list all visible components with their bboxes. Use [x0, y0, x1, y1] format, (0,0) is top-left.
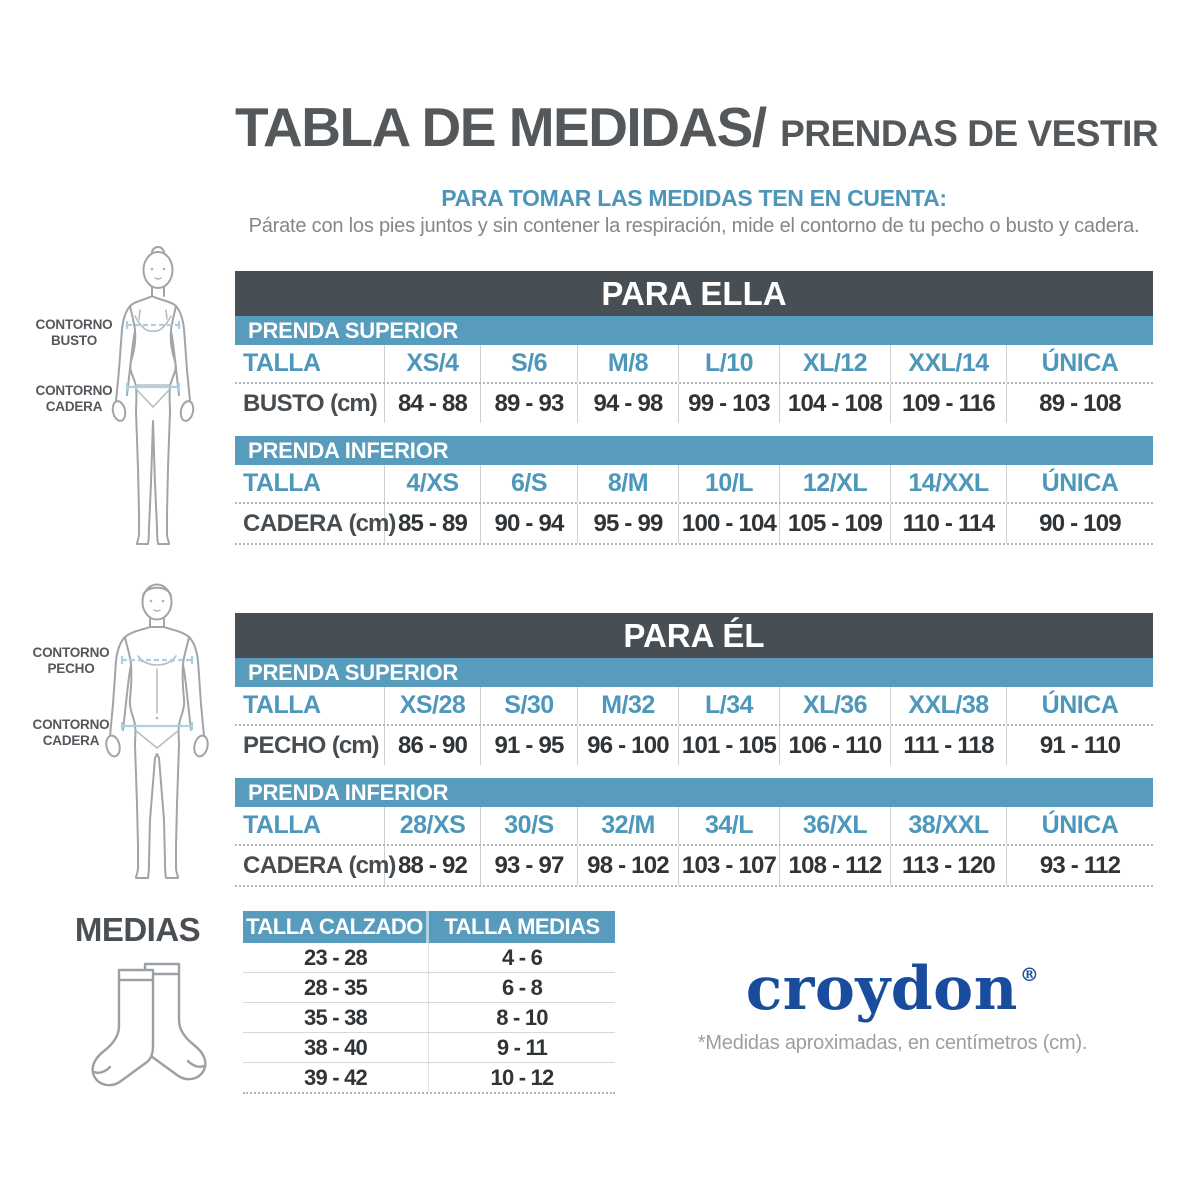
- measure-name: CADERA: [243, 509, 343, 537]
- table-para-el: [235, 613, 1153, 887]
- dotted-divider: [235, 543, 1153, 545]
- contorno-cadera-male-label: CONTORNO CADERA: [32, 717, 110, 749]
- table-para-ella: [235, 271, 1153, 545]
- size-cell: 32/M: [578, 807, 679, 844]
- measure-unit: (cm): [330, 389, 377, 417]
- size-cell: ÚNICA: [1041, 349, 1119, 377]
- para-ella-header: PARA ELLA: [235, 271, 1153, 316]
- croydon-logo: [655, 942, 1130, 1022]
- size-cell: 10/L: [679, 465, 780, 502]
- value-cell: 94 - 98: [578, 384, 679, 423]
- medias-size-table: [243, 911, 615, 1094]
- measure-label: [235, 504, 396, 543]
- value-cell: 10 - 12: [490, 1064, 554, 1090]
- croydon-logo-text: croydon: [745, 954, 1018, 1024]
- size-cell: ÚNICA: [1041, 811, 1119, 839]
- measure-unit: (cm): [348, 509, 396, 537]
- value-cell: 98 - 102: [578, 846, 679, 885]
- value-cell: 39 - 42: [243, 1063, 429, 1092]
- ella-prenda-superior-band: PRENDA SUPERIOR: [235, 316, 1153, 345]
- size-cell: ÚNICA: [1041, 469, 1119, 497]
- table-row: [235, 345, 1153, 382]
- value-cell: 96 - 100: [578, 726, 679, 765]
- para-el-header: PARA ÉL: [235, 613, 1153, 658]
- measure-label: [235, 384, 385, 423]
- value-cell: 93 - 97: [481, 846, 578, 885]
- size-cell: 14/XXL: [891, 465, 1007, 502]
- value-cell: 8 - 10: [496, 1004, 548, 1030]
- size-cell: ÚNICA: [1041, 691, 1119, 719]
- size-cell: XXL/14: [891, 345, 1007, 382]
- main-content: [235, 0, 1159, 887]
- value-cell: 93 - 112: [1039, 851, 1121, 879]
- table-row: [235, 384, 1153, 423]
- value-cell: 113 - 120: [891, 846, 1007, 885]
- size-cell: 28/XS: [385, 807, 481, 844]
- value-cell: 23 - 28: [243, 943, 429, 972]
- table-row: [243, 943, 615, 973]
- value-cell: 86 - 90: [385, 726, 481, 765]
- page-title-sub: PRENDAS DE VESTIR: [780, 113, 1159, 154]
- table-row: [243, 1033, 615, 1063]
- table-row: [235, 504, 1153, 543]
- talla-label: TALLA: [235, 687, 385, 724]
- value-cell: 108 - 112: [780, 846, 891, 885]
- measure-name: BUSTO: [243, 389, 325, 417]
- socks-icon: [85, 952, 235, 1102]
- talla-label: TALLA: [235, 345, 385, 382]
- medias-heading: MEDIAS: [74, 911, 201, 948]
- table-row: [235, 726, 1153, 765]
- value-cell: 106 - 110: [780, 726, 891, 765]
- value-cell: 99 - 103: [679, 384, 780, 423]
- size-cell: XXL/38: [891, 687, 1007, 724]
- value-cell: 109 - 116: [891, 384, 1007, 423]
- measurements-footnote: *Medidas aproximadas, en centímetros (cm).: [697, 1032, 1088, 1054]
- el-prenda-inferior-band: PRENDA INFERIOR: [235, 778, 1153, 807]
- table-row: [235, 807, 1153, 844]
- table-row: [243, 973, 615, 1003]
- el-prenda-superior-band: PRENDA SUPERIOR: [235, 658, 1153, 687]
- value-cell: 104 - 108: [780, 384, 891, 423]
- value-cell: 4 - 6: [501, 944, 543, 970]
- size-cell: L/10: [679, 345, 780, 382]
- value-cell: 35 - 38: [243, 1003, 429, 1032]
- measure-unit: (cm): [331, 731, 379, 759]
- page-title: [235, 96, 1159, 173]
- size-cell: 8/M: [578, 465, 679, 502]
- measuring-instructions: Párate con los pies juntos y sin contener la respiración, mide el contorno de tu pecho o busto y cadera.: [248, 215, 1140, 237]
- value-cell: 88 - 92: [385, 846, 481, 885]
- size-cell: XL/36: [780, 687, 891, 724]
- size-cell: S/6: [481, 345, 578, 382]
- contorno-cadera-female-label: CONTORNO CADERA: [35, 383, 113, 415]
- value-cell: 110 - 114: [891, 504, 1007, 543]
- size-cell: M/8: [578, 345, 679, 382]
- value-cell: 105 - 109: [780, 504, 891, 543]
- value-cell: 101 - 105: [679, 726, 780, 765]
- brand-block: [655, 942, 1130, 1055]
- value-cell: 91 - 110: [1039, 731, 1121, 759]
- talla-calzado-header: TALLA CALZADO: [243, 911, 429, 943]
- value-cell: 90 - 94: [481, 504, 578, 543]
- size-cell: M/32: [578, 687, 679, 724]
- size-cell: 12/XL: [780, 465, 891, 502]
- size-cell: 34/L: [679, 807, 780, 844]
- ella-prenda-inferior-band: PRENDA INFERIOR: [235, 436, 1153, 465]
- table-row: [243, 1003, 615, 1033]
- value-cell: 89 - 93: [481, 384, 578, 423]
- registered-trademark-symbol: ®: [1019, 964, 1040, 986]
- talla-label: TALLA: [235, 465, 385, 502]
- size-cell: 6/S: [481, 465, 578, 502]
- contorno-busto-label: CONTORNO BUSTO: [35, 317, 113, 349]
- size-cell: 30/S: [481, 807, 578, 844]
- value-cell: 95 - 99: [578, 504, 679, 543]
- value-cell: 9 - 11: [496, 1034, 548, 1060]
- measure-name: CADERA: [243, 851, 343, 879]
- size-cell: XS/28: [385, 687, 481, 724]
- value-cell: 6 - 8: [501, 974, 543, 1000]
- size-cell: 4/XS: [385, 465, 481, 502]
- size-cell: 36/XL: [780, 807, 891, 844]
- size-cell: XS/4: [385, 345, 481, 382]
- size-cell: XL/12: [780, 345, 891, 382]
- size-cell: S/30: [481, 687, 578, 724]
- value-cell: 85 - 89: [385, 504, 481, 543]
- value-cell: 28 - 35: [243, 973, 429, 1002]
- medias-table-header: [243, 911, 615, 943]
- value-cell: 89 - 108: [1039, 389, 1121, 417]
- table-row: [235, 687, 1153, 724]
- size-cell: L/34: [679, 687, 780, 724]
- talla-medias-header: TALLA MEDIAS: [444, 914, 600, 939]
- dotted-divider: [235, 885, 1153, 887]
- table-row: [235, 465, 1153, 502]
- value-cell: 100 - 104: [679, 504, 780, 543]
- size-cell: 38/XXL: [891, 807, 1007, 844]
- socks-illustration: [85, 952, 235, 1107]
- measure-label: [235, 726, 385, 765]
- measure-label: [235, 846, 396, 885]
- value-cell: 90 - 109: [1039, 509, 1121, 537]
- value-cell: 38 - 40: [243, 1033, 429, 1062]
- measure-name: PECHO: [243, 731, 326, 759]
- contorno-pecho-label: CONTORNO PECHO: [32, 645, 110, 677]
- talla-label: TALLA: [235, 807, 385, 844]
- table-row: [243, 1063, 615, 1094]
- value-cell: 84 - 88: [385, 384, 481, 423]
- page-title-main: TABLA DE MEDIDAS/: [235, 96, 766, 158]
- measuring-note-heading: PARA TOMAR LAS MEDIDAS TEN EN CUENTA:: [441, 185, 947, 211]
- table-row: [235, 846, 1153, 885]
- value-cell: 91 - 95: [481, 726, 578, 765]
- value-cell: 103 - 107: [679, 846, 780, 885]
- measure-unit: (cm): [348, 851, 396, 879]
- value-cell: 111 - 118: [891, 726, 1007, 765]
